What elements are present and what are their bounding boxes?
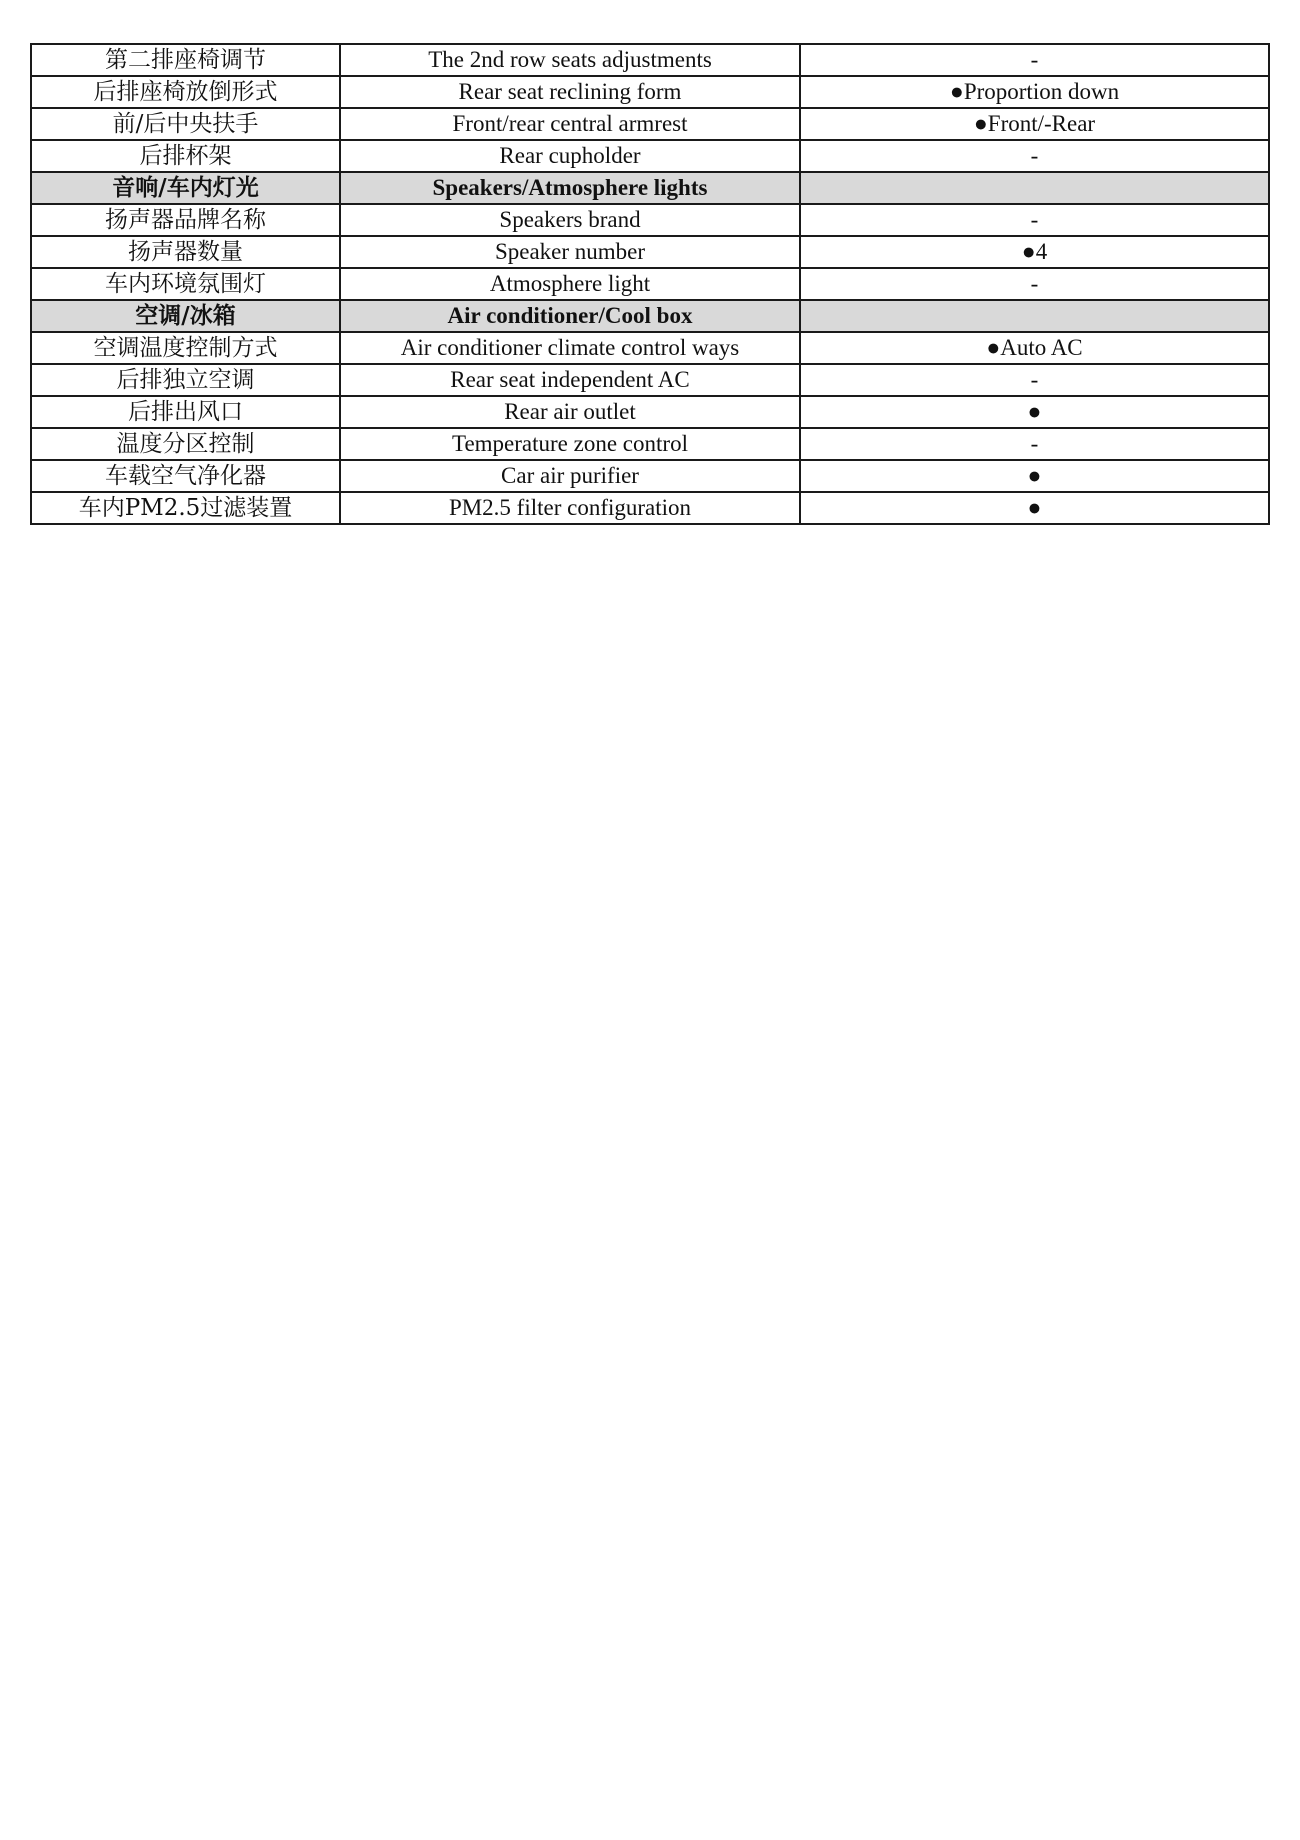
section-header-row — [31, 172, 1269, 204]
table-row — [31, 492, 1269, 524]
row-chinese-label: 后排座椅放倒形式 — [31, 76, 340, 108]
row-value: ● — [800, 492, 1269, 524]
row-chinese-label: 后排杯架 — [31, 140, 340, 172]
table-row — [31, 236, 1269, 268]
section-chinese-title: 音响/车内灯光 — [31, 172, 340, 204]
row-value: ●Proportion down — [800, 76, 1269, 108]
row-chinese-label: 第二排座椅调节 — [31, 44, 340, 76]
row-chinese-label: 车内环境氛围灯 — [31, 268, 340, 300]
row-english-label: Rear air outlet — [340, 396, 800, 428]
row-english-label: Atmosphere light — [340, 268, 800, 300]
table-row — [31, 268, 1269, 300]
row-value: ● — [800, 460, 1269, 492]
row-english-label: Temperature zone control — [340, 428, 800, 460]
row-english-label: Rear seat independent AC — [340, 364, 800, 396]
row-value: - — [800, 204, 1269, 236]
section-english-title: Speakers/Atmosphere lights — [340, 172, 800, 204]
specification-table-body — [31, 44, 1269, 524]
row-chinese-label: 车内PM2.5过滤装置 — [31, 492, 340, 524]
table-row — [31, 428, 1269, 460]
row-value: ●Auto AC — [800, 332, 1269, 364]
section-header-row — [31, 300, 1269, 332]
row-english-label: Car air purifier — [340, 460, 800, 492]
row-english-label: Rear seat reclining form — [340, 76, 800, 108]
row-chinese-label: 空调温度控制方式 — [31, 332, 340, 364]
row-english-label: The 2nd row seats adjustments — [340, 44, 800, 76]
row-english-label: Front/rear central armrest — [340, 108, 800, 140]
row-value: - — [800, 44, 1269, 76]
row-chinese-label: 车载空气净化器 — [31, 460, 340, 492]
section-value — [800, 172, 1269, 204]
row-value: - — [800, 268, 1269, 300]
table-row — [31, 108, 1269, 140]
row-english-label: Speakers brand — [340, 204, 800, 236]
row-english-label: Rear cupholder — [340, 140, 800, 172]
row-chinese-label: 温度分区控制 — [31, 428, 340, 460]
row-chinese-label: 后排独立空调 — [31, 364, 340, 396]
row-value: ● — [800, 396, 1269, 428]
row-english-label: Speaker number — [340, 236, 800, 268]
table-row — [31, 76, 1269, 108]
row-english-label: PM2.5 filter configuration — [340, 492, 800, 524]
table-row — [31, 460, 1269, 492]
table-row — [31, 332, 1269, 364]
table-row — [31, 204, 1269, 236]
row-value: - — [800, 140, 1269, 172]
section-chinese-title: 空调/冰箱 — [31, 300, 340, 332]
table-row — [31, 396, 1269, 428]
row-english-label: Air conditioner climate control ways — [340, 332, 800, 364]
section-english-title: Air conditioner/Cool box — [340, 300, 800, 332]
specification-table — [30, 43, 1270, 525]
row-value: ●4 — [800, 236, 1269, 268]
row-chinese-label: 前/后中央扶手 — [31, 108, 340, 140]
row-value: - — [800, 364, 1269, 396]
row-chinese-label: 扬声器品牌名称 — [31, 204, 340, 236]
row-chinese-label: 后排出风口 — [31, 396, 340, 428]
table-row — [31, 364, 1269, 396]
row-chinese-label: 扬声器数量 — [31, 236, 340, 268]
table-row — [31, 140, 1269, 172]
row-value: ●Front/-Rear — [800, 108, 1269, 140]
row-value: - — [800, 428, 1269, 460]
table-row — [31, 44, 1269, 76]
section-value — [800, 300, 1269, 332]
